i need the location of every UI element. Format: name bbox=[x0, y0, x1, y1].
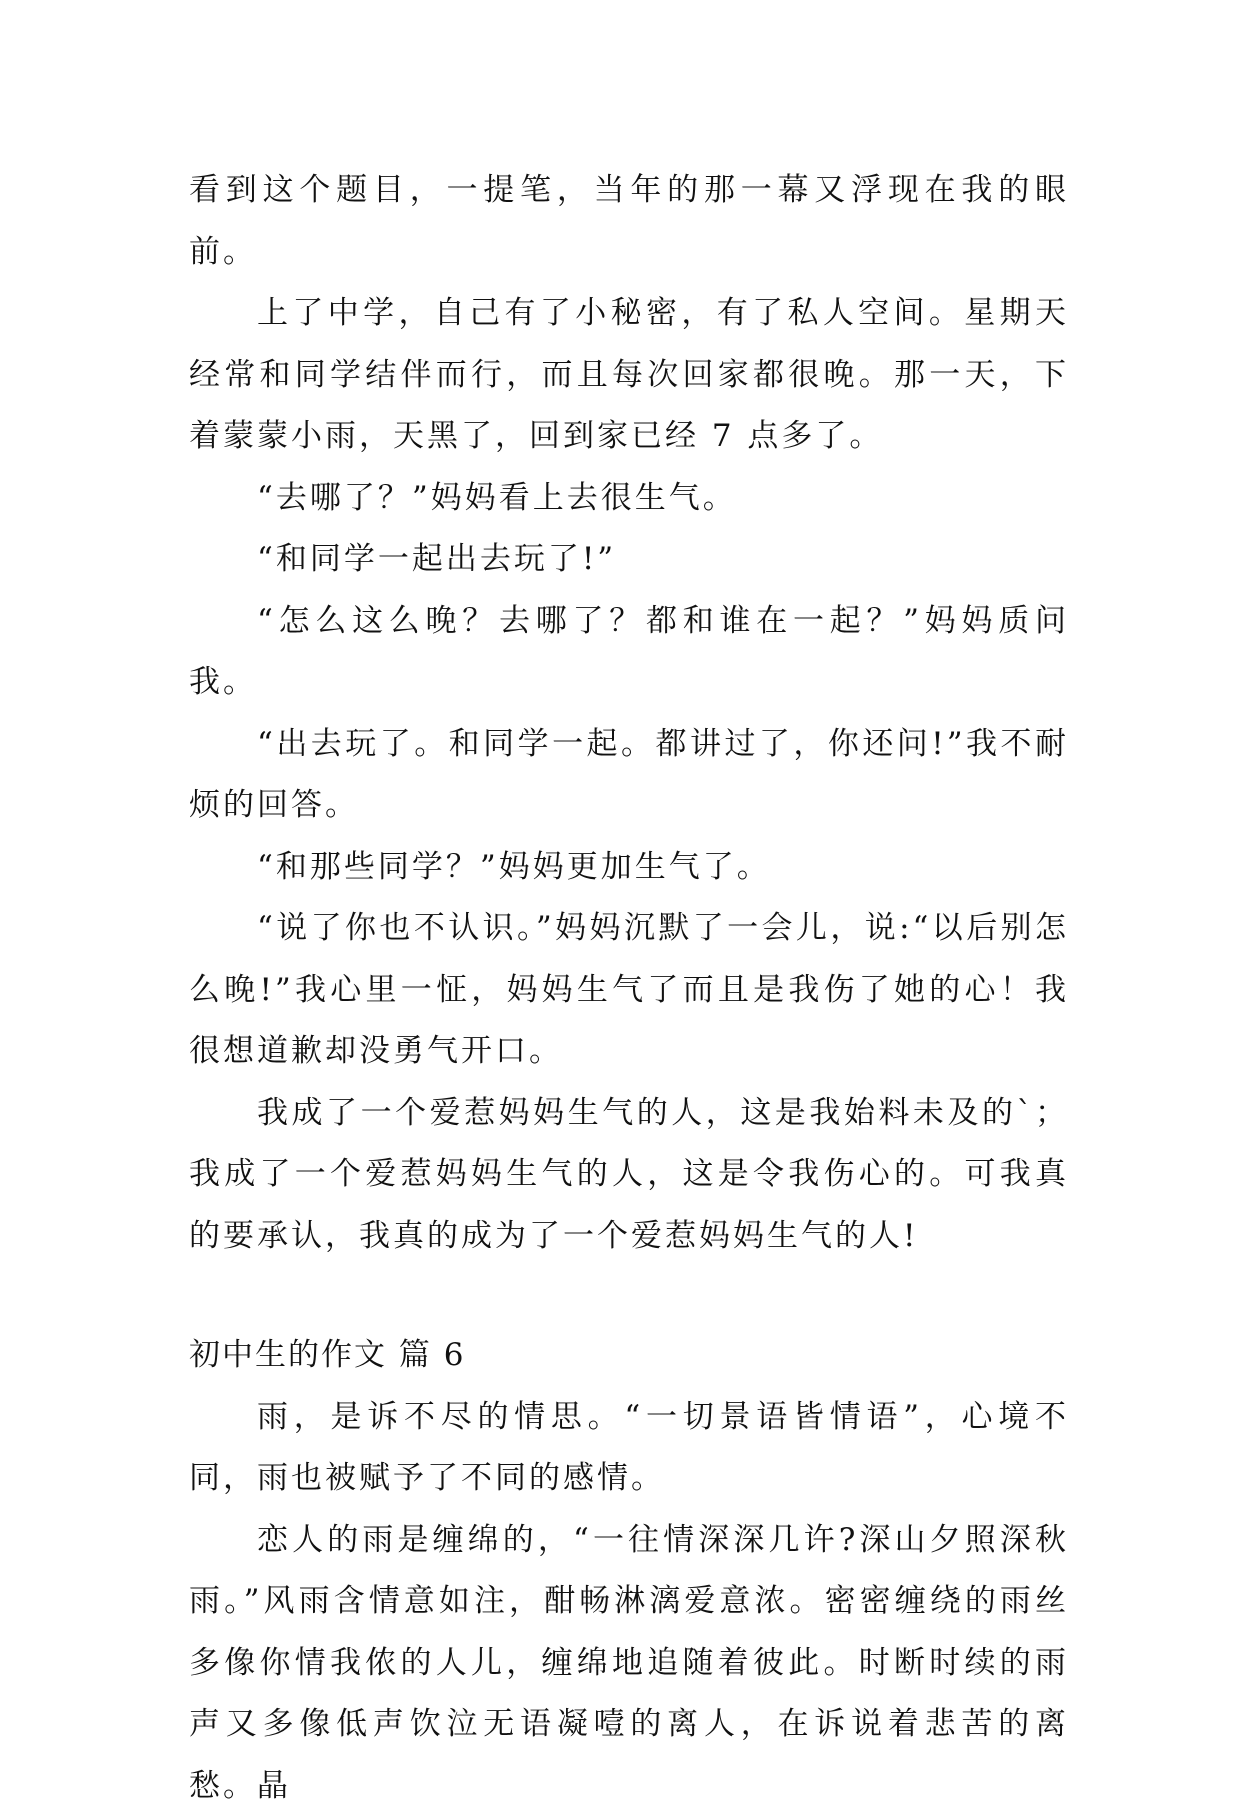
dialogue-line-2: “和同学一起出去玩了!” bbox=[189, 529, 1069, 591]
dialogue-line-3: “怎么这么晚？去哪了？都和谁在一起？”妈妈质问我。 bbox=[189, 591, 1069, 714]
dialogue-line-5: “和那些同学？”妈妈更加生气了。 bbox=[189, 837, 1069, 899]
dialogue-line-1: “去哪了？”妈妈看上去很生气。 bbox=[189, 468, 1069, 530]
document-body bbox=[189, 160, 1069, 1817]
paragraph-middle-school: 上了中学，自己有了小秘密，有了私人空间。星期天经常和同学结伴而行，而且每次回家都很晚。那一天，下着蒙蒙小雨，天黑了，回到家已经 7 点多了。 bbox=[189, 283, 1069, 468]
paragraph-conclusion: 我成了一个爱惹妈妈生气的人，这是我始料未及的`；我成了一个爱惹妈妈生气的人，这是令我伤心的。可我真的要承认，我真的成为了一个爱惹妈妈生气的人! bbox=[189, 1083, 1069, 1268]
paragraph-opening: 看到这个题目，一提笔，当年的那一幕又浮现在我的眼前。 bbox=[189, 160, 1069, 283]
section-spacer bbox=[189, 1267, 1069, 1325]
paragraph-lovers-rain: 恋人的雨是缠绵的，“一往情深深几许?深山夕照深秋雨。”风雨含情意如注，酣畅淋漓爱意浓。密密缠绕的雨丝多像你情我侬的人儿，缠绵地追随着彼此。时断时续的雨声又多像低声饮泣无语凝噎的离人，在诉说着悲苦的离愁。晶 bbox=[189, 1510, 1069, 1817]
dialogue-line-4: “出去玩了。和同学一起。都讲过了，你还问!”我不耐烦的回答。 bbox=[189, 714, 1069, 837]
dialogue-line-6: “说了你也不认识。”妈妈沉默了一会儿，说:“以后别怎么晚!”我心里一怔，妈妈生气了而且是我伤了她的心！我很想道歉却没勇气开口。 bbox=[189, 898, 1069, 1083]
section-heading: 初中生的作文 篇 6 bbox=[189, 1325, 1069, 1387]
paragraph-rain-intro: 雨，是诉不尽的情思。“一切景语皆情语”，心境不同，雨也被赋予了不同的感情。 bbox=[189, 1387, 1069, 1510]
